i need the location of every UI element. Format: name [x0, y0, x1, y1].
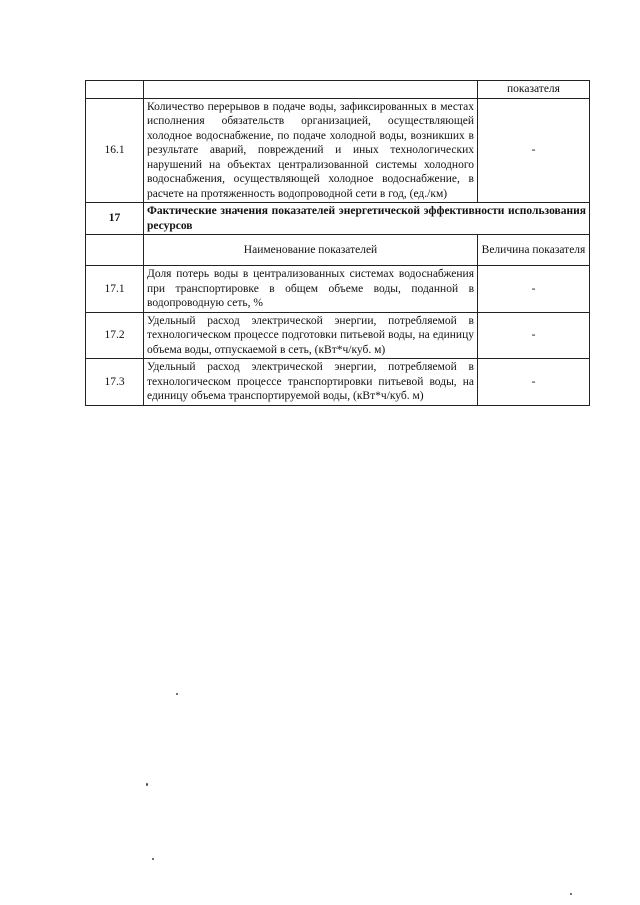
number-cell [86, 81, 144, 99]
table-row-17-1 [86, 266, 590, 313]
scan-speck [176, 693, 178, 695]
header-name-cell: Наименование показателей [144, 235, 478, 266]
indicator-value: - [478, 312, 590, 359]
section-number: 17 [86, 203, 144, 235]
row-number: 17.3 [86, 359, 144, 406]
scan-speck [570, 893, 572, 895]
indicators-table [85, 80, 590, 406]
table-header-row [86, 235, 590, 266]
indicator-value: - [478, 266, 590, 313]
scan-speck [152, 858, 154, 860]
indicator-name: Удельный расход электрической энергии, потребляемой в технологическом процессе транспортировки питьевой воды, на единицу объема транспортируемой воды, (кВт*ч/куб. м) [144, 359, 478, 406]
indicator-value: - [478, 98, 590, 203]
row-number: 17.1 [86, 266, 144, 313]
table-row-17-3 [86, 359, 590, 406]
indicator-name: Количество перерывов в подаче воды, зафиксированных в местах исполнения обязательств организацией, осуществляющей холодное водоснабжение, по подаче холодной воды, возникших в результате аварий, повреждений и иных технологических нарушений на объектах централизованной системы холодного водоснабжения, осуществляющей холодное водоснабжение, в расчете на протяженность водопроводной сети в год, (ед./км) [144, 98, 478, 203]
indicator-value: - [478, 359, 590, 406]
table-row-16-1 [86, 98, 590, 203]
indicator-name: Удельный расход электрической энергии, потребляемой в технологическом процессе подготовки питьевой воды, на единицу объема воды, отпускаемой в сеть, (кВт*ч/куб. м) [144, 312, 478, 359]
indicator-name: Доля потерь воды в централизованных системах водоснабжения при транспортировке в общем объеме воды, поданной в водопроводную сеть, % [144, 266, 478, 313]
table-row-continuation [86, 81, 590, 99]
table-row-17-2 [86, 312, 590, 359]
section-17-row [86, 203, 590, 235]
name-cell [144, 81, 478, 99]
row-number: 16.1 [86, 98, 144, 203]
header-number-cell [86, 235, 144, 266]
value-header-cell: показателя [478, 81, 590, 99]
scan-speck [146, 783, 148, 786]
header-value-cell: Величина показателя [478, 235, 590, 266]
row-number: 17.2 [86, 312, 144, 359]
section-title: Фактические значения показателей энергетической эффективности использования ресурсов [144, 203, 590, 235]
